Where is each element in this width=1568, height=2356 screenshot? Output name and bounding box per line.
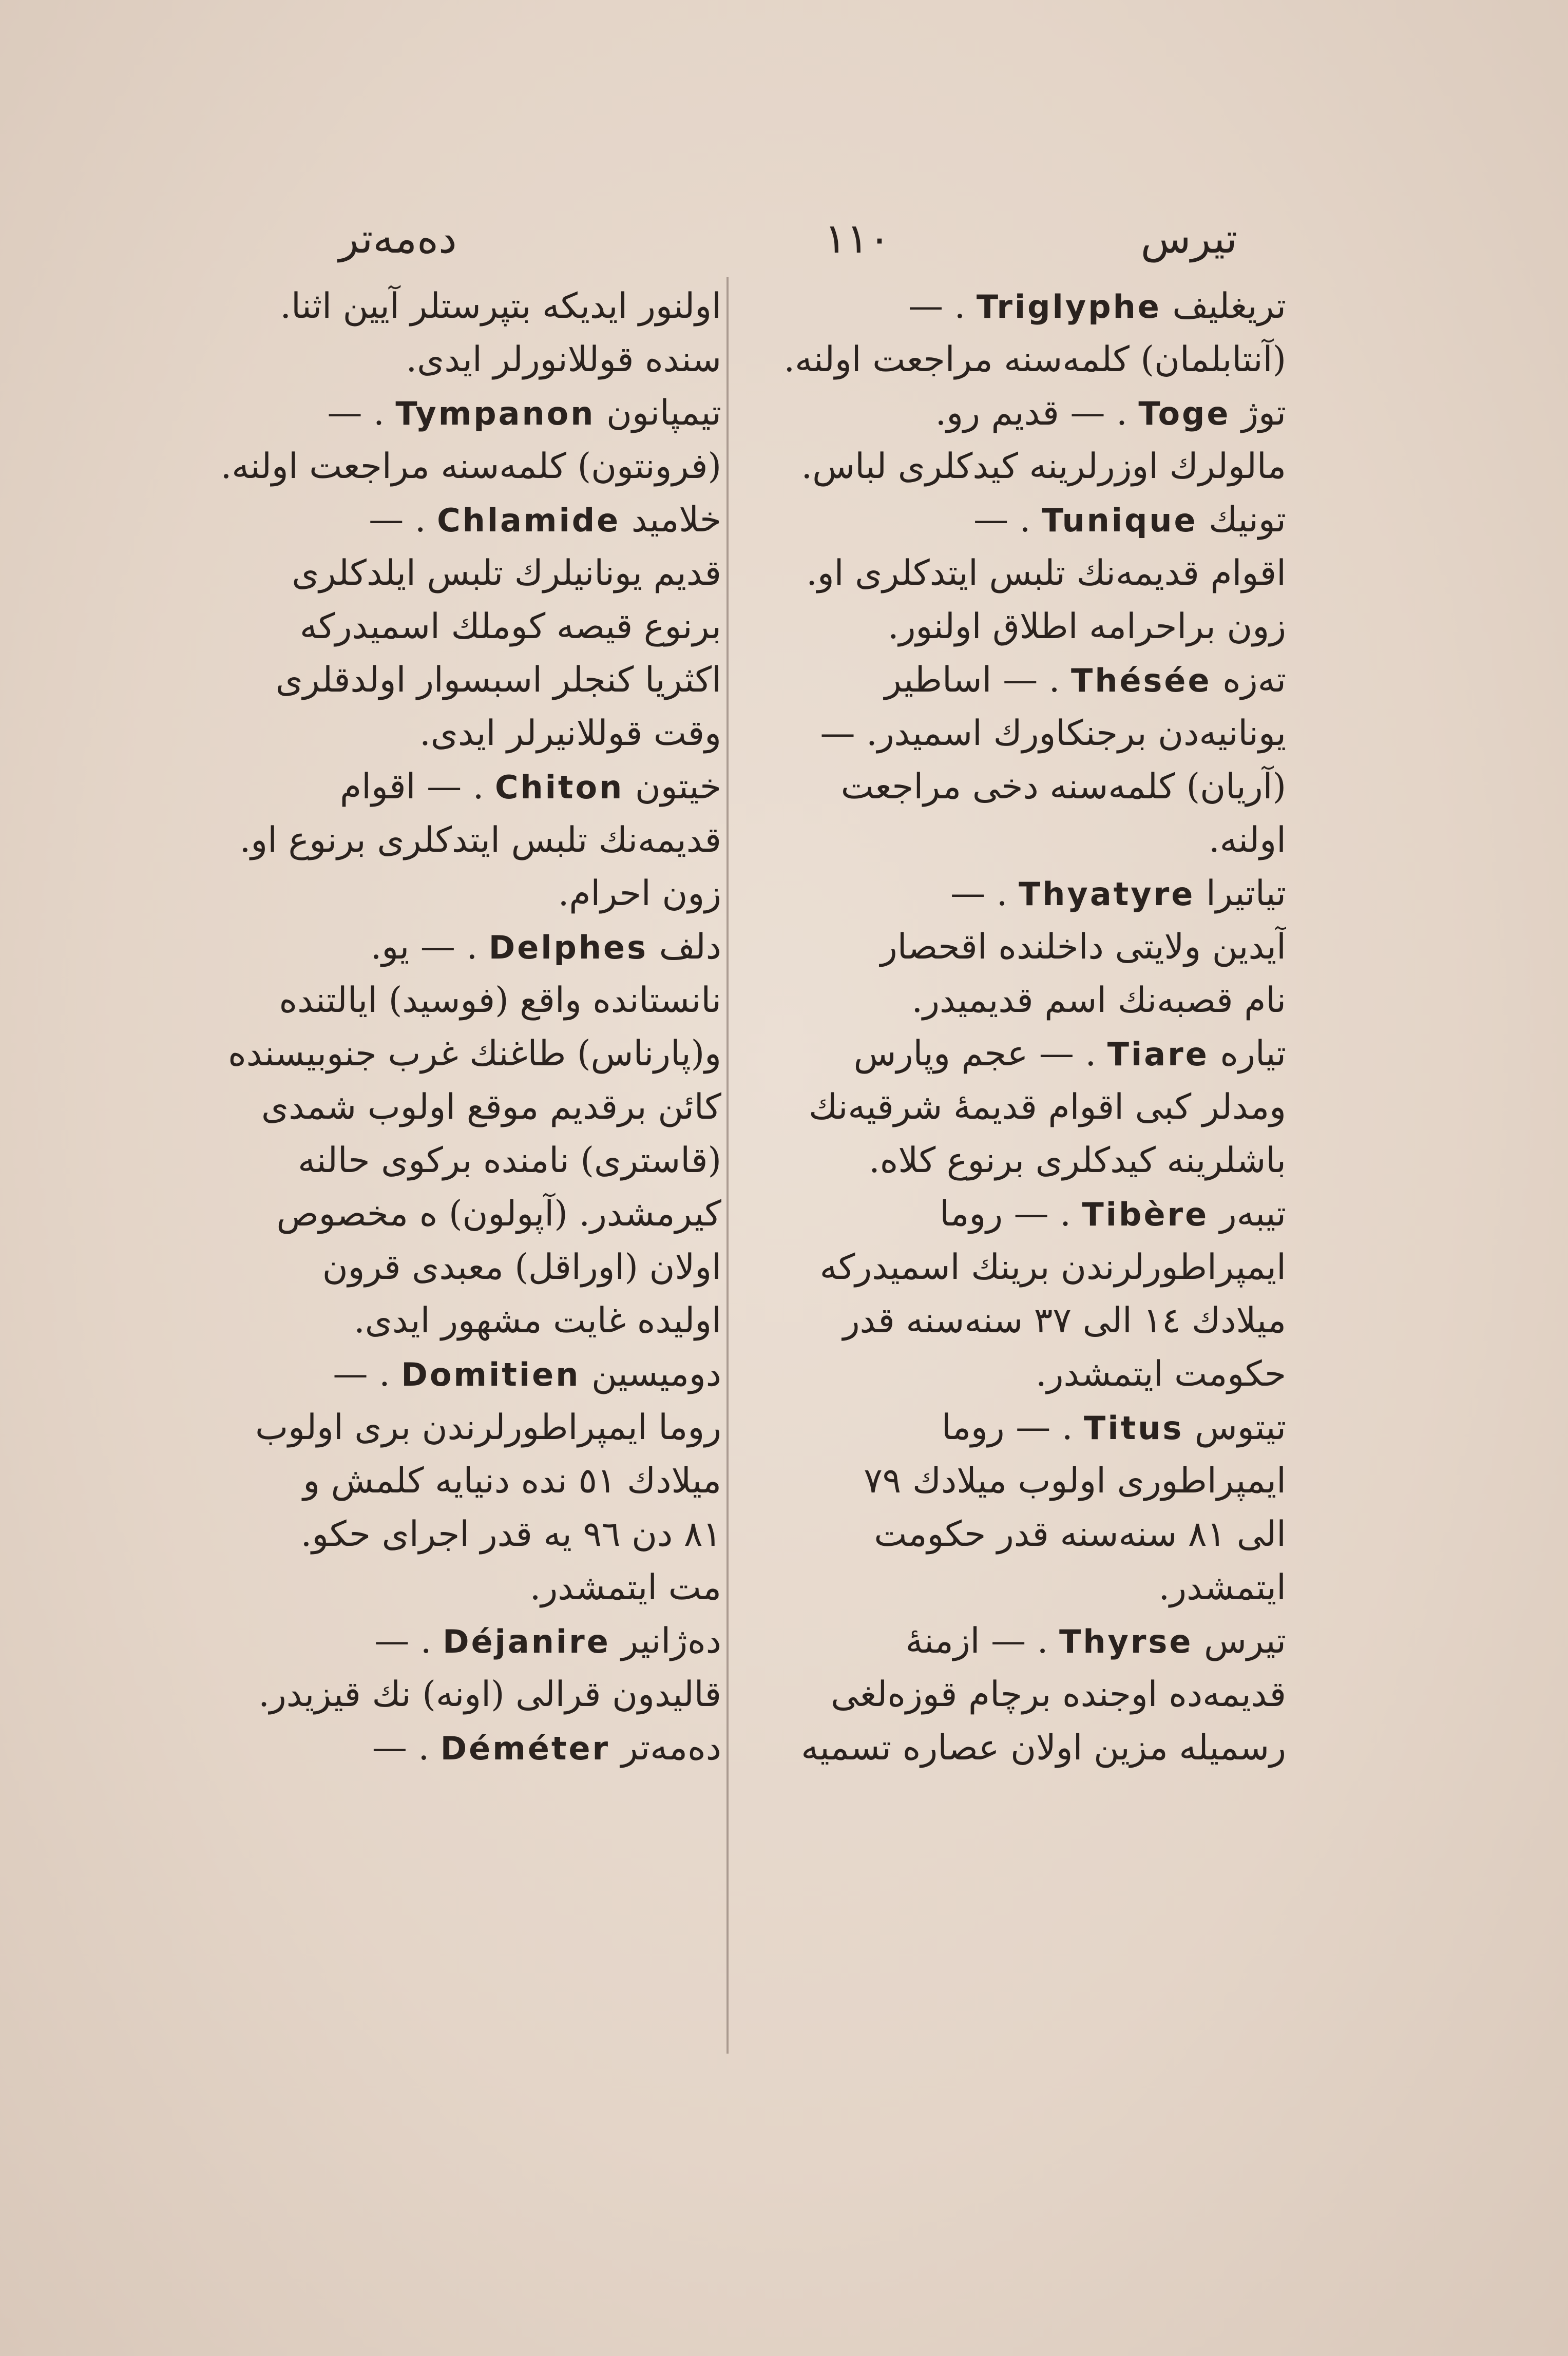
headword-dash: . — ازمنۀ	[905, 1621, 1060, 1661]
headword-dash: . —	[369, 500, 437, 540]
text-line: و(پارناس) طاغنك غرب جنوبيسندە	[228, 1033, 721, 1074]
text-line: ٨١ دن ٩٦ يە قدر اجراى حكو.	[300, 1514, 721, 1555]
headword-dash: . — روما	[940, 1194, 1082, 1234]
header-left-word: دەمەتر	[339, 215, 457, 262]
text-line: سندە قوللانورلر ايدى.	[406, 339, 721, 380]
headword-dash: . — روما	[941, 1407, 1084, 1448]
entry-headword-line	[182, 760, 721, 814]
text-line: باشلرينە كيدكلرى برنوع كلاە.	[869, 1140, 1286, 1181]
right-column	[747, 280, 1286, 2092]
headword-french: Chlamide	[437, 502, 621, 539]
entry-headword-line	[182, 387, 721, 440]
entry-headword-line	[182, 1348, 721, 1401]
entry-headword-line	[747, 280, 1286, 333]
headword-french: Tunique	[1041, 502, 1198, 539]
entry-headword-line	[747, 493, 1286, 547]
entry-headword-line	[747, 654, 1286, 707]
headword-dash: . —	[973, 500, 1042, 540]
headword-ottoman: دوميسين	[580, 1354, 721, 1394]
text-line: (آريان) كلمەسنە دخى مراجعت	[840, 767, 1286, 807]
page-number: ١١٠	[824, 215, 891, 262]
text-line: اقوام قديمەنك تلبس ايتدكلرى او.	[806, 553, 1286, 593]
text-line: آيدين ولايتى داخلندە اقحصار	[880, 927, 1286, 967]
text-line: قديمەدە اوجندە برچام قوزەلغى	[831, 1674, 1286, 1715]
column-divider	[726, 277, 729, 2054]
headword-ottoman: تيبەر	[1209, 1194, 1286, 1234]
entry-headword-line	[182, 493, 721, 547]
text-line: حكومت ايتمشدر.	[1036, 1354, 1286, 1394]
entry-headword-line	[182, 1615, 721, 1668]
text-line: الى ٨١ سنەسنە قدر حكومت	[874, 1514, 1286, 1555]
text-line: نام قصبەنك اسم قديميدر.	[911, 980, 1286, 1021]
headword-ottoman: تياتيرا	[1195, 873, 1286, 914]
headword-dash: . —	[950, 873, 1019, 914]
headword-french: Delphes	[488, 929, 648, 966]
text-line: برنوع قيصە كوملك اسميدركە	[299, 606, 721, 647]
headword-dash: . —	[327, 393, 396, 433]
text-line: ايتمشدر.	[1158, 1567, 1286, 1608]
text-line: مالولرك اوزرلرينە كيدكلرى لباس.	[801, 446, 1286, 487]
text-line: زون براحرامە اطلاق اولنور.	[887, 606, 1286, 647]
headword-french: Tiare	[1107, 1036, 1209, 1073]
text-line: ومدلر كبى اقوام قديمۀ شرقيەنك	[809, 1087, 1286, 1127]
headword-ottoman: خيتون	[624, 767, 721, 807]
entry-headword-line	[747, 1401, 1286, 1454]
text-line: (قاسترى) نامندە بركوى حالنە	[298, 1140, 721, 1181]
headword-ottoman: خلاميد	[620, 500, 721, 540]
headword-french: Chiton	[494, 769, 624, 806]
text-line: قديمەنك تلبس ايتدكلرى برنوع او.	[239, 820, 721, 860]
text-line: ميلادك ٥١ ندە دنيايە كلمش و	[303, 1461, 721, 1501]
headword-ottoman: تريغليف	[1161, 286, 1286, 327]
headword-french: Déjanire	[443, 1623, 610, 1660]
headword-ottoman: توژ	[1230, 393, 1286, 433]
text-line: كائن برقديم موقع اولوب شمدى	[261, 1087, 721, 1127]
entry-headword-line	[747, 1027, 1286, 1081]
headword-dash: . — يو.	[370, 927, 489, 967]
headword-dash: . —	[372, 1728, 441, 1768]
text-line: ايمپراطورلرندن برينك اسميدركە	[819, 1247, 1286, 1288]
text-line: قديم يونانيلرك تلبس ايلدكلرى	[292, 553, 721, 593]
headword-french: Titus	[1084, 1409, 1184, 1447]
headword-ottoman: دەژانير	[610, 1621, 721, 1661]
headword-ottoman: تەزە	[1211, 660, 1286, 700]
headword-dash: . — اساطير	[884, 660, 1072, 700]
text-line: قاليدون قرالى (اونە) نك قيزيدر.	[258, 1674, 721, 1715]
text-line: (فرونتون) كلمەسنە مراجعت اولنە.	[220, 446, 721, 487]
text-line: مت ايتمشدر.	[529, 1567, 721, 1608]
text-line: ميلادك ١٤ الى ٣٧ سنەسنە قدر	[843, 1300, 1286, 1341]
headword-dash: . —	[908, 286, 977, 327]
entry-headword-line	[747, 867, 1286, 921]
headword-dash: . — قديم رو.	[935, 393, 1139, 433]
headword-dash: . — اقوام	[339, 767, 495, 807]
headword-french: Thyrse	[1059, 1623, 1193, 1660]
entry-headword-line	[747, 387, 1286, 440]
text-line: ايمپراطورى اولوب ميلادك ٧٩	[864, 1461, 1286, 1501]
text-line: يونانيەدن برجنكاورك اسميدر. —	[820, 713, 1286, 754]
headword-ottoman: تيارە	[1209, 1033, 1286, 1074]
headword-french: Triglyphe	[976, 288, 1161, 325]
text-line: اولان (اوراقل) معبدى قرون	[322, 1247, 721, 1288]
running-header	[169, 210, 1299, 277]
headword-french: Tibère	[1082, 1196, 1209, 1233]
text-line: روما ايمپراطورلرندن برى اولوب	[255, 1407, 721, 1448]
text-line: كيرمشدر. (آپولون) ە مخصوص	[276, 1194, 721, 1234]
headword-french: Thyatyre	[1018, 875, 1195, 913]
headword-dash: . —	[333, 1354, 401, 1394]
entry-headword-line	[747, 1615, 1286, 1668]
header-right-word: تيرس	[1140, 215, 1237, 262]
headword-ottoman: تونيك	[1197, 500, 1286, 540]
text-line: رسميلە مزين اولان عصارە تسميە	[801, 1728, 1286, 1768]
text-line: (آنتابلمان) كلمەسنە مراجعت اولنە.	[783, 339, 1286, 380]
headword-french: Toge	[1138, 395, 1231, 432]
entry-headword-line	[182, 921, 721, 974]
headword-french: Tympanon	[395, 395, 596, 432]
headword-ottoman: دلف	[647, 927, 721, 967]
headword-french: Domitien	[401, 1356, 581, 1393]
text-line: زون احرام.	[558, 873, 721, 914]
left-column	[182, 280, 721, 2092]
headword-french: Déméter	[440, 1730, 610, 1767]
headword-ottoman: تيرس	[1193, 1621, 1286, 1661]
text-line: اوليدە غايت مشهور ايدى.	[354, 1300, 721, 1341]
text-line: وقت قوللانيرلر ايدى.	[419, 713, 721, 754]
entry-headword-line	[747, 1187, 1286, 1241]
headword-dash: . — عجم وپارس	[853, 1033, 1107, 1074]
text-line: اولنور ايديكە بتپرستلر آيين اثنا.	[280, 286, 721, 327]
text-line: نانستاندە واقع (فوسيد) ايالتندە	[279, 980, 721, 1021]
headword-ottoman: دەمەتر	[610, 1728, 721, 1768]
headword-french: Thésée	[1071, 662, 1212, 699]
headword-ottoman: تيمپانون	[595, 393, 721, 433]
headword-ottoman: تيتوس	[1183, 1407, 1286, 1448]
text-line: اكثريا كنجلر اسبسوار اولدقلرى	[275, 660, 721, 700]
text-line: اولنە.	[1208, 820, 1286, 860]
entry-headword-line	[182, 1721, 721, 1775]
headword-dash: . —	[374, 1621, 443, 1661]
